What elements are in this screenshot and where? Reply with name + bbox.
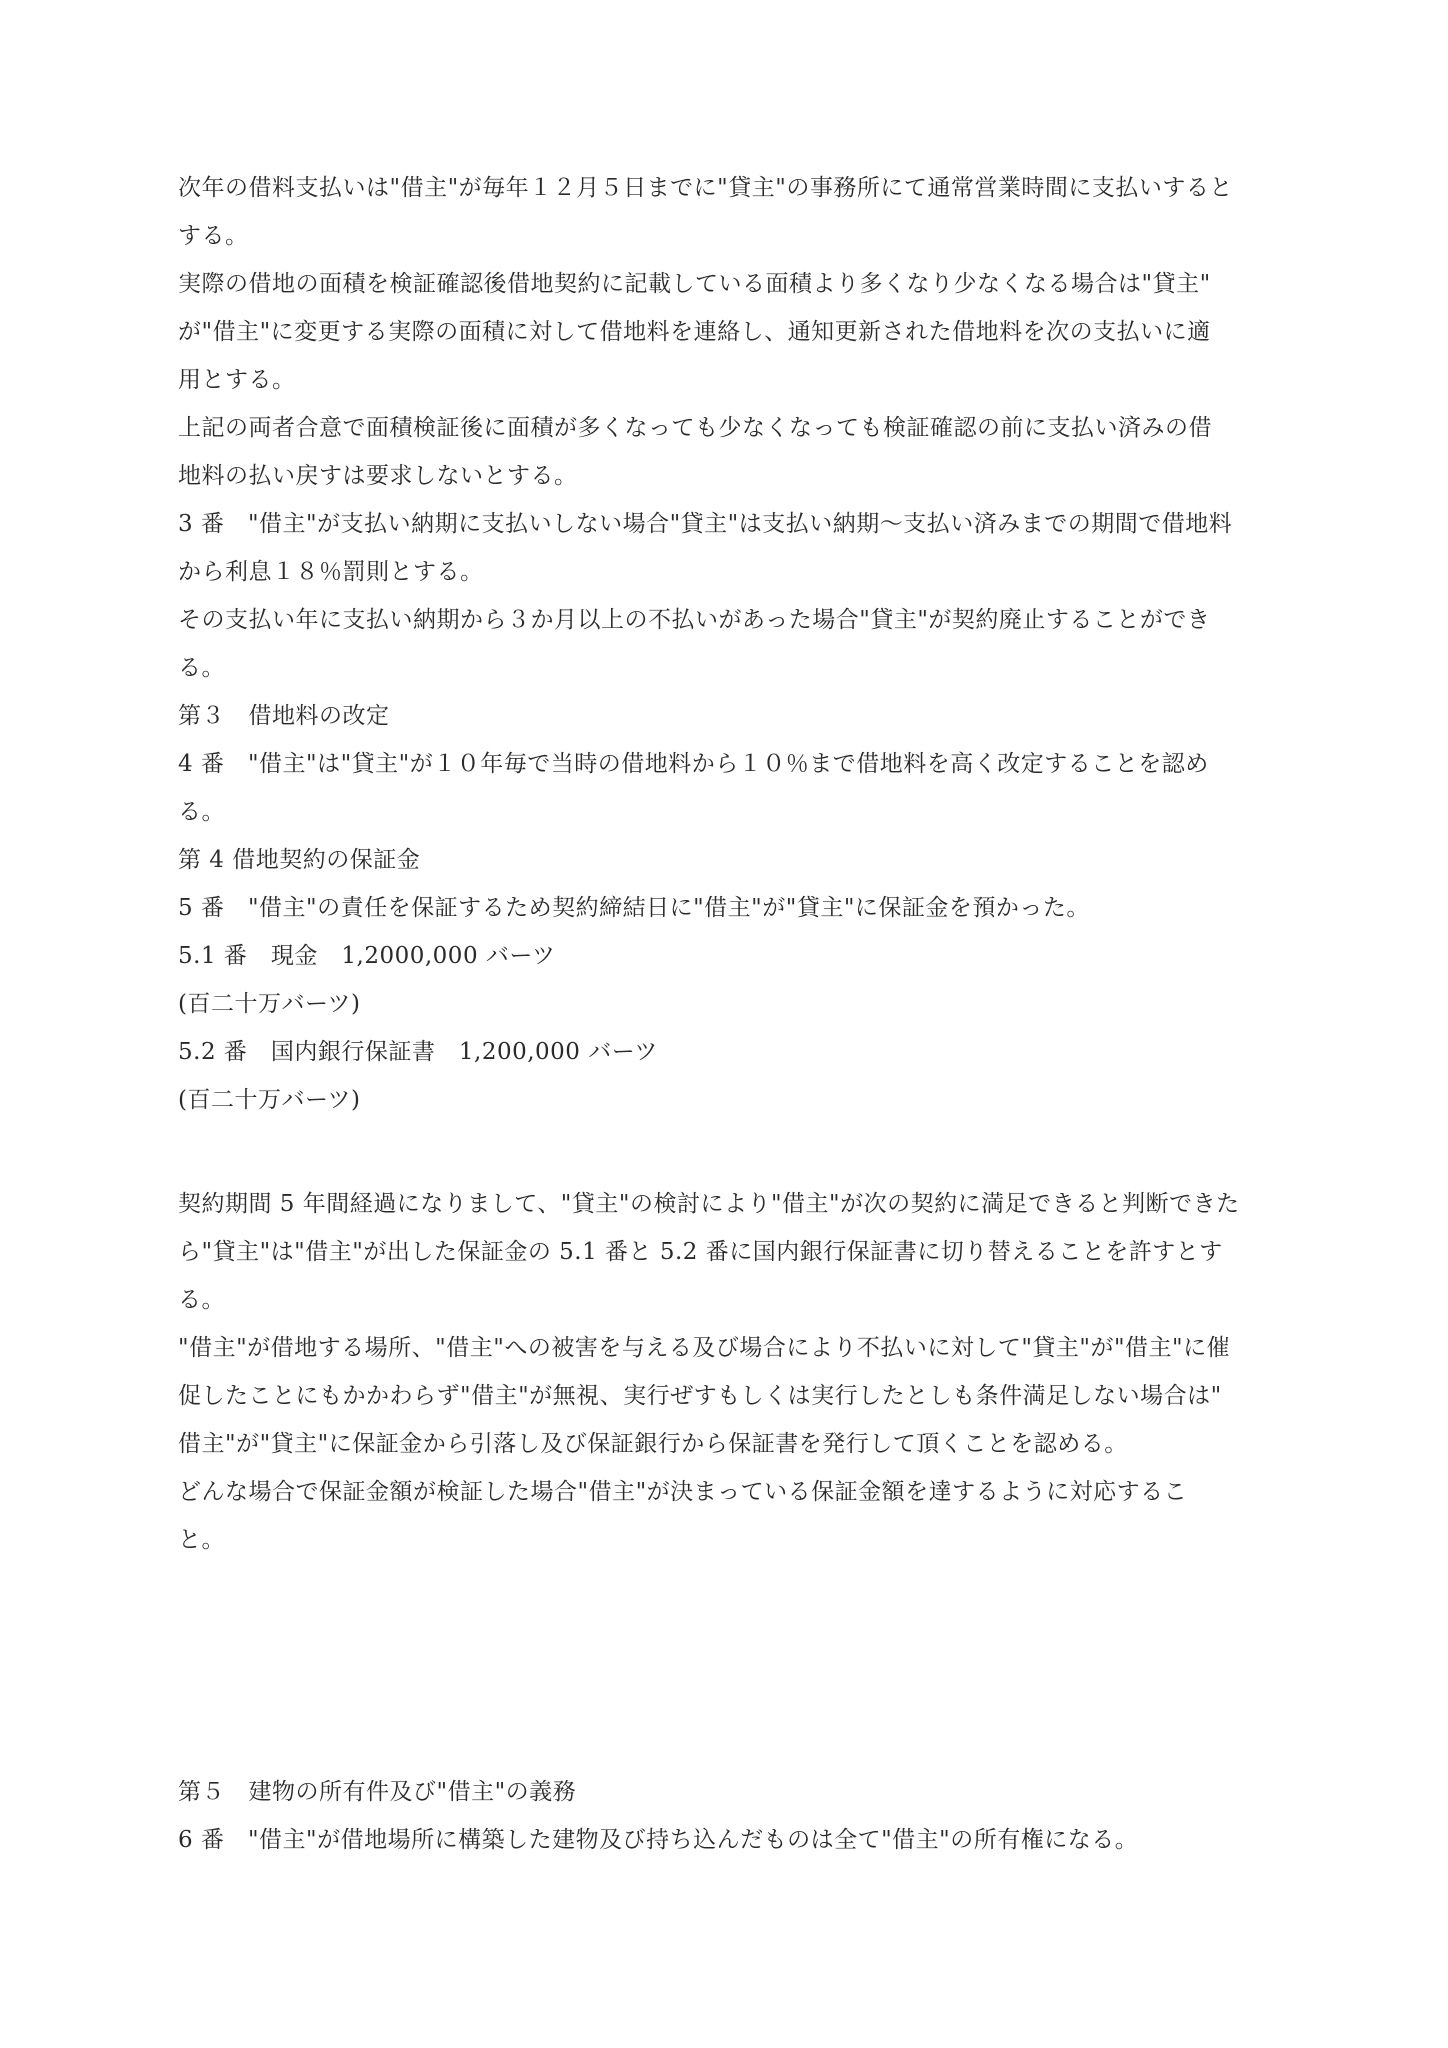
text-line: 4 番 "借主"は"貸主"が１０年毎で当時の借地料から１０％まで借地料を高く改定することを認め — [178, 751, 1209, 777]
section-heading: 第３ 借地料の改定 — [178, 703, 390, 729]
text-line: (百二十万バーツ) — [178, 991, 361, 1017]
text-line: どんな場合で保証金額が検証した場合"借主"が決まっている保証金額を達するように対応するこ — [178, 1479, 1188, 1505]
text-line: 上記の両者合意で面積検証後に面積が多くなっても少なくなっても検証確認の前に支払い済みの借 — [178, 415, 1212, 441]
text-line: 実際の借地の面積を検証確認後借地契約に記載している面積より多くなり少なくなる場合は"貸主" — [178, 271, 1211, 297]
section-heading: 第 4 借地契約の保証金 — [178, 847, 421, 873]
text-line: が"借主"に変更する実際の面積に対して借地料を連絡し、通知更新された借地料を次の支払いに適 — [178, 319, 1211, 345]
text-line: 5.1 番 現金 1,2000,000 バーツ — [178, 943, 556, 969]
text-line: 地料の払い戻すは要求しないとする。 — [178, 463, 578, 489]
text-line: ら"貸主"は"借主"が出した保証金の 5.1 番と 5.2 番に国内銀行保証書に切り替えることを許すとす — [178, 1239, 1223, 1265]
text-line: 3 番 "借主"が支払い納期に支払いしない場合"貸主"は支払い納期～支払い済みまでの期間で借地料 — [178, 511, 1233, 537]
text-line: 借主"が"貸主"に保証金から引落し及び保証銀行から保証書を発行して頂くことを認める。 — [178, 1431, 1128, 1457]
text-line: 5 番 "借主"の責任を保証するため契約締結日に"借主"が"貸主"に保証金を預かった。 — [178, 895, 1090, 921]
text-line: (百二十万バーツ) — [178, 1087, 361, 1113]
text-line: 5.2 番 国内銀行保証書 1,200,000 バーツ — [178, 1039, 658, 1065]
text-line: 6 番 "借主"が借地場所に構築した建物及び持ち込んだものは全て"借主"の所有権になる。 — [178, 1827, 1139, 1853]
text-line: る。 — [178, 1287, 225, 1313]
text-line: 用とする。 — [178, 367, 296, 393]
text-line: 促したことにもかかわらず"借主"が無視、実行ぜすもしくは実行したとしも条件満足しない場合は" — [178, 1383, 1222, 1409]
text-line: る。 — [178, 655, 225, 681]
text-line: と。 — [178, 1527, 225, 1553]
contract-text-block-1 — [178, 164, 1258, 1124]
text-line: 次年の借料支払いは"借主"が毎年１２月５日までに"貸主"の事務所にて通常営業時間に支払いすると — [178, 175, 1233, 201]
text-line: から利息１８％罰則とする。 — [178, 559, 484, 585]
section-heading: 第５ 建物の所有件及び"借主"の義務 — [178, 1779, 577, 1805]
contract-text-block-2 — [178, 1180, 1258, 1564]
text-line: 契約期間 5 年間経過になりまして、"貸主"の検討により"借主"が次の契約に満足できると判断できた — [178, 1191, 1240, 1217]
text-line: る。 — [178, 799, 225, 825]
text-line: "借主"が借地する場所、"借主"への被害を与える及び場合により不払いに対して"貸主"が"借主"に催 — [178, 1335, 1231, 1361]
contract-text-block-3 — [178, 1768, 1258, 1864]
text-line: する。 — [178, 223, 249, 249]
text-line: その支払い年に支払い納期から３か月以上の不払いがあった場合"貸主"が契約廃止することができ — [178, 607, 1211, 633]
